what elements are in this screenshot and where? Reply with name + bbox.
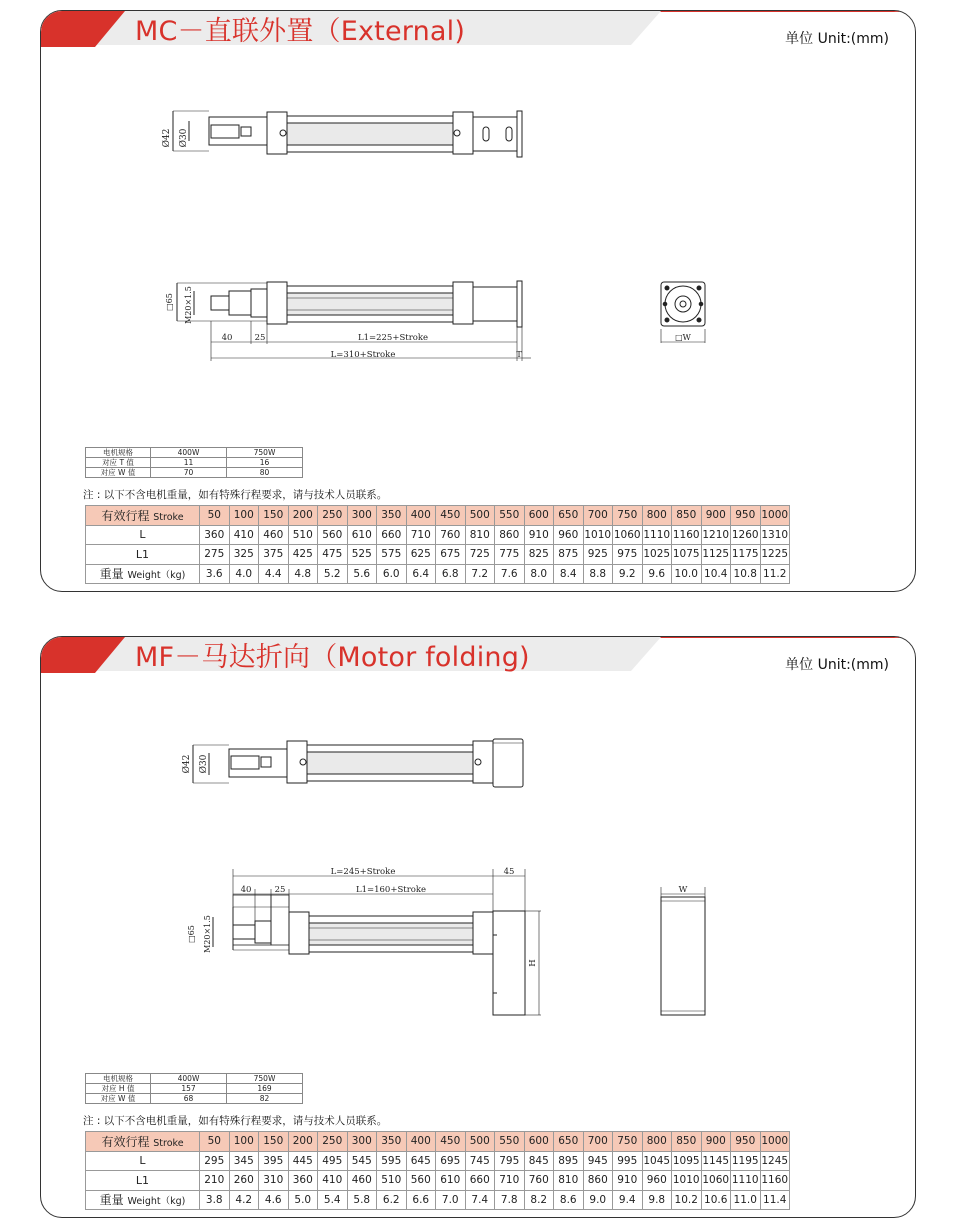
dim-phi30: Ø30 <box>199 754 209 774</box>
dim-W: □W <box>675 333 691 342</box>
dim-L: L=310+Stroke <box>330 350 396 360</box>
table-row: L 360 410 460 510 560 610 660 710 760 810 860 910 960 1010 1060 1110 1160 1210 1260 1310 <box>86 525 790 545</box>
dim-H: H <box>528 959 538 967</box>
dim-sq65: □65 <box>187 925 196 943</box>
dim-L1: L1=225+Stroke <box>357 333 429 343</box>
note-text: 注 : 以下不含电机重量，如有特殊行程要求，请与技术人员联系。 <box>83 489 388 501</box>
unit-label: 单位 Unit:(mm) <box>785 31 889 47</box>
mf-end-view <box>661 887 705 1015</box>
note-text: 注 : 以下不含电机重量，如有特殊行程要求，请与技术人员联系。 <box>83 1115 388 1127</box>
dim-thread: M20×1.5 <box>184 286 193 324</box>
table-row: 对应 T 值 11 16 <box>86 458 303 468</box>
table-row: 电机规格 400W 750W <box>86 448 303 458</box>
mf-drawing <box>41 637 915 1037</box>
table-row: 对应 W 值 70 80 <box>86 468 303 478</box>
dim-phi42: Ø42 <box>162 128 172 148</box>
table-row: 重量 Weight（kg) 3.8 4.2 4.6 5.0 5.4 5.8 6.2 6.6 7.0 7.4 7.8 8.2 8.6 9.0 9.4 9.8 10.2 10.6 11.0 11.4 <box>86 1190 790 1210</box>
dim-L: L=245+Stroke <box>330 867 396 877</box>
mc-section <box>40 10 916 592</box>
unit-label: 单位 Unit:(mm) <box>785 657 889 673</box>
mc-top-view <box>173 111 522 157</box>
dim-25: 25 <box>254 333 266 343</box>
table-row: 有效行程 Stroke 50 100 150 200 250 300 350 400 450 500 550 600 650 700 750 800 850 900 950 1000 <box>86 1132 790 1152</box>
dim-phi42: Ø42 <box>182 754 192 774</box>
table-row: 对应 W 值 68 82 <box>86 1094 303 1104</box>
table-row: 有效行程 Stroke 50 100 150 200 250 300 350 400 450 500 550 600 650 700 750 800 850 900 950 1000 <box>86 506 790 526</box>
table-row: 电机规格 400W 750W <box>86 1074 303 1084</box>
table-row: L1 210 260 310 360 410 460 510 560 610 660 710 760 810 860 910 960 1010 1060 1110 1160 <box>86 1171 790 1191</box>
mc-motor-table <box>85 447 303 478</box>
dim-40: 40 <box>221 333 233 343</box>
dim-sq65: □65 <box>165 293 174 311</box>
mc-drawing <box>41 11 915 391</box>
mf-motor-table <box>85 1073 303 1104</box>
dim-T: T <box>516 350 522 359</box>
mf-top-view <box>193 739 523 787</box>
dim-W: W <box>678 885 688 895</box>
mc-side-view <box>177 281 531 361</box>
table-row: L1 275 325 375 425 475 525 575 625 675 725 775 825 875 925 975 1025 1075 1125 1175 1225 <box>86 545 790 565</box>
dim-L1: L1=160+Stroke <box>355 885 427 895</box>
dim-45: 45 <box>503 867 515 877</box>
mf-stroke-table <box>85 1131 790 1210</box>
dim-thread: M20×1.5 <box>203 915 212 953</box>
mc-stroke-table <box>85 505 790 584</box>
dim-40: 40 <box>240 885 252 895</box>
section-title: MF－马达折向（Motor folding) <box>135 642 530 673</box>
dim-25: 25 <box>274 885 286 895</box>
mf-section <box>40 636 916 1218</box>
table-row: L 295 345 395 445 495 545 595 645 695 745 795 845 895 945 995 1045 1095 1145 1195 1245 <box>86 1151 790 1171</box>
table-row: 重量 Weight（kg) 3.6 4.0 4.4 4.8 5.2 5.6 6.0 6.4 6.8 7.2 7.6 8.0 8.4 8.8 9.2 9.6 10.0 10.4 10.8 11.2 <box>86 564 790 584</box>
dim-phi30: Ø30 <box>179 128 189 148</box>
table-row: 对应 H 值 157 169 <box>86 1084 303 1094</box>
section-title: MC－直联外置（External) <box>135 16 466 47</box>
